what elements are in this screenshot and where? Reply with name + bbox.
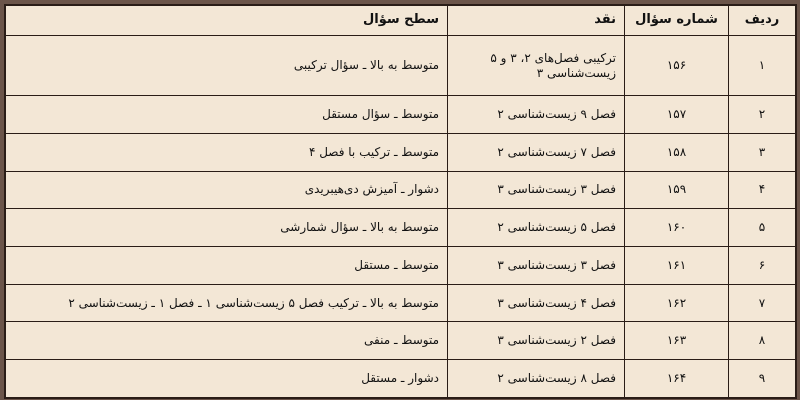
row-number-cell: ۱ <box>729 36 796 96</box>
header-question-number: شماره سؤال <box>625 6 729 36</box>
question-level-cell: متوسط ـ ترکیب با فصل ۴ <box>6 133 448 171</box>
header-critique: نقد <box>448 6 625 36</box>
question-level-cell: متوسط ـ منفی <box>6 322 448 360</box>
critique-cell: فصل ۴ زیست‌شناسی ۳ <box>448 284 625 322</box>
row-number-cell: ۹ <box>729 360 796 398</box>
table-row <box>6 209 796 247</box>
row-number-cell: ۵ <box>729 209 796 247</box>
critique-cell: فصل ۷ زیست‌شناسی ۲ <box>448 133 625 171</box>
row-number-cell: ۸ <box>729 322 796 360</box>
question-level-cell: متوسط ـ مستقل <box>6 247 448 285</box>
critique-cell: فصل ۳ زیست‌شناسی ۳ <box>448 171 625 209</box>
question-level-cell: متوسط به بالا ـ سؤال ترکیبی <box>6 36 448 96</box>
question-level-cell: دشوار ـ آمیزش دی‌هیبریدی <box>6 171 448 209</box>
question-number-cell: ۱۶۱ <box>625 247 729 285</box>
question-number-cell: ۱۵۷ <box>625 96 729 134</box>
row-number-cell: ۳ <box>729 133 796 171</box>
table-row <box>6 133 796 171</box>
critique-cell: فصل ۸ زیست‌شناسی ۲ <box>448 360 625 398</box>
question-level-cell: متوسط به بالا ـ سؤال شمارشی <box>6 209 448 247</box>
critique-cell: ترکیبی فصل‌های ۲، ۳ و ۵ زیست‌شناسی ۳ <box>448 36 625 96</box>
question-level-cell: متوسط به بالا ـ ترکیب فصل ۵ زیست‌شناسی ۱ ـ فصل ۱ ـ زیست‌شناسی ۲ <box>6 284 448 322</box>
row-number-cell: ۶ <box>729 247 796 285</box>
row-number-cell: ۷ <box>729 284 796 322</box>
critique-cell: فصل ۳ زیست‌شناسی ۳ <box>448 247 625 285</box>
critique-cell: فصل ۹ زیست‌شناسی ۲ <box>448 96 625 134</box>
row-number-cell: ۲ <box>729 96 796 134</box>
critique-cell: فصل ۲ زیست‌شناسی ۳ <box>448 322 625 360</box>
table-body <box>6 36 796 398</box>
question-level-cell: متوسط ـ سؤال مستقل <box>6 96 448 134</box>
critique-cell: فصل ۵ زیست‌شناسی ۲ <box>448 209 625 247</box>
question-number-cell: ۱۵۶ <box>625 36 729 96</box>
table-row <box>6 247 796 285</box>
question-level-cell: دشوار ـ مستقل <box>6 360 448 398</box>
row-number-cell: ۴ <box>729 171 796 209</box>
table-row <box>6 96 796 134</box>
header-row-number: ردیف <box>729 6 796 36</box>
table-row <box>6 284 796 322</box>
question-number-cell: ۱۶۴ <box>625 360 729 398</box>
question-number-cell: ۱۵۸ <box>625 133 729 171</box>
question-number-cell: ۱۵۹ <box>625 171 729 209</box>
question-number-cell: ۱۶۲ <box>625 284 729 322</box>
question-number-cell: ۱۶۰ <box>625 209 729 247</box>
question-number-cell: ۱۶۳ <box>625 322 729 360</box>
table-row <box>6 171 796 209</box>
table-row <box>6 360 796 398</box>
analysis-table <box>5 5 796 398</box>
header-question-level: سطح سؤال <box>6 6 448 36</box>
header-row <box>6 6 796 36</box>
table-row <box>6 322 796 360</box>
table-header <box>6 6 796 36</box>
question-analysis-table <box>4 4 797 399</box>
table-row <box>6 36 796 96</box>
